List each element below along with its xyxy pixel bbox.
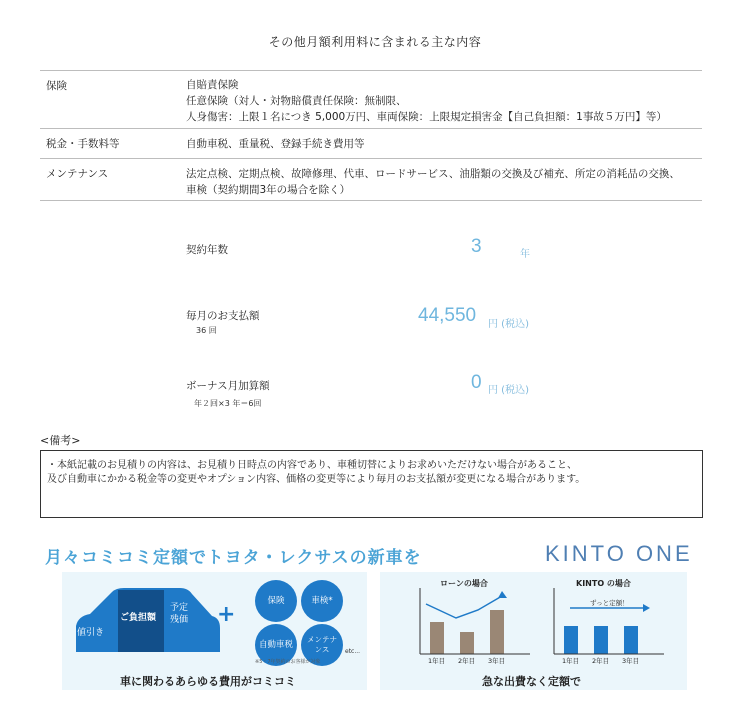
contract-years-label: 契約年数 <box>186 244 228 256</box>
notes-box <box>40 450 703 518</box>
car-label-burden: ご負担額 <box>120 613 157 623</box>
loan-chart <box>418 588 536 660</box>
contract-years-unit: 年 <box>520 249 530 260</box>
loan-title: ローンの場合 <box>440 579 488 588</box>
monthly-payment-count: 36 回 <box>196 326 217 335</box>
divider <box>40 158 702 159</box>
divider <box>40 200 702 201</box>
bonus-count: 年２回×3 年＝6回 <box>194 399 262 408</box>
contract-years-value: 3 <box>471 236 482 257</box>
shaken-circle: 車検* <box>301 580 343 622</box>
loan-tick: 2年目 <box>458 657 476 665</box>
item-label-tax: 税金・手数料等 <box>46 138 120 150</box>
kinto-tick: 2年目 <box>592 657 610 665</box>
cost-panel-caption: 車に関わるあらゆる費用がコミコミ <box>120 675 296 688</box>
item-value-tax: 自動車税、重量税、登録手続き費用等 <box>186 138 365 150</box>
banner-title: 月々コミコミ定額でトヨタ・レクサスの新車を <box>45 548 422 568</box>
car-label-discount: 値引き <box>77 628 105 638</box>
car-label-residual: 予定残価 <box>170 603 189 625</box>
page-title: その他月額利用料に含まれる主な内容 <box>268 35 482 49</box>
insurance-circle: 保険 <box>255 580 297 622</box>
divider <box>40 128 702 129</box>
kinto-one-logo: KINTO ONE <box>545 541 693 566</box>
loan-tick: 3年目 <box>488 657 506 665</box>
bonus-label: ボーナス月加算額 <box>186 380 270 392</box>
item-label-insurance: 保険 <box>46 80 67 92</box>
item-value-maintenance: 法定点検、定期点検、故障修理、代車、ロードサービス、油脂類の交換及び補充、所定の消耗品の交換、 車検（契約期間3年の場合を除く） <box>186 168 680 196</box>
loan-tick: 1年目 <box>428 657 446 665</box>
item-value-insurance: 自賠責保険 任意保険（対人・対物賠償責任保険：無制限、 人身傷害：上限１名につき 5,000万円、車両保険：上限規定損害金【自己負担額：1事故５万円】等） <box>186 79 667 123</box>
notes-heading: <備考> <box>40 434 81 447</box>
etc-label: etc... <box>345 648 361 655</box>
footnote: ※5・7年契約のお客様が対象 <box>255 659 321 665</box>
monthly-payment-value: 44,550 <box>418 305 477 326</box>
kinto-arrow-label: ずっと定額！ <box>590 599 629 607</box>
divider <box>40 70 702 71</box>
maintenance-circle: メンテナンス <box>301 624 343 666</box>
comparison-panel-caption: 急な出費なく定額で <box>482 675 581 688</box>
monthly-payment-label: 毎月のお支払額 <box>186 310 260 322</box>
kinto-tick: 3年目 <box>622 657 640 665</box>
item-label-maintenance: メンテナンス <box>46 168 109 180</box>
kinto-title: KINTO の場合 <box>576 579 631 588</box>
bonus-unit: 円 (税込) <box>488 385 529 396</box>
plus-icon: + <box>217 602 236 627</box>
kinto-tick: 1年目 <box>562 657 580 665</box>
car-tax-circle: 自動車税 <box>255 624 297 666</box>
note-line: ・本紙記載のお見積りの内容は、お見積り日時点の内容であり、車種切替によりお求めいただけない場合があること、 <box>47 460 577 471</box>
bonus-value: 0 <box>471 372 482 393</box>
note-line: 及び自動車にかかる税金等の変更やオプション内容、価格の変更等により毎月のお支払額が変更になる場合があります。 <box>47 474 586 485</box>
monthly-payment-unit: 円 (税込) <box>488 319 529 330</box>
